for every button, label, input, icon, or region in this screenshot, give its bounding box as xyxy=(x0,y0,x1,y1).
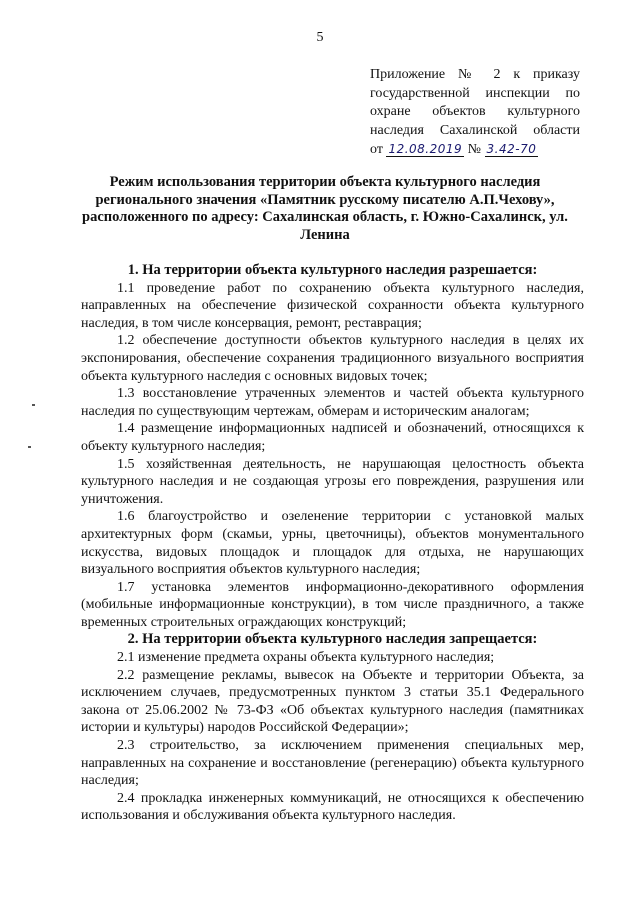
appendix-line: Приложение № 2 к приказу xyxy=(370,67,580,82)
handwritten-number: 3.42-70 xyxy=(486,142,537,156)
list-item: 1.7 установка элементов информационно-декоративного оформления (мобильные информационные конструкции), в том числе праздничного, а также временных строительных ограждающих конструкций; xyxy=(81,579,584,630)
section-2-heading: 2. На территории объекта культурного наследия запрещается: xyxy=(127,631,538,648)
list-item: 1.5 хозяйственная деятельность, не нарушающая целостность объекта культурного наследия и не создающая угрозы его повреждения, разрушения или уничтожения. xyxy=(81,456,584,507)
appendix-order-line xyxy=(370,140,580,159)
list-item: 2.1 изменение предмета охраны объекта культурного наследия; xyxy=(117,650,495,666)
list-item: 1.1 проведение работ по сохранению объекта культурного наследия, направленных на обеспечение физической сохранности объекта культурного наследия, в том числе консервация, ремонт, реставрация; xyxy=(81,280,584,331)
scan-speck xyxy=(28,446,31,448)
appendix-block xyxy=(370,66,580,159)
list-item: 2.4 прокладка инженерных коммуникаций, не относящихся к обеспечению использования и обслуживания объекта культурного наследия. xyxy=(81,790,584,824)
list-item: 2.2 размещение рекламы, вывесок на Объекте и территории Объекта, за исключением случаев, предусмотренных пунктом 3 статьи 35.1 Федерального закона от 25.06.2002 № 73-ФЗ «Об объектах культурного наследия (памятниках истории и культуры) народов Российской Федерации»; xyxy=(81,667,584,736)
handwritten-date: 12.08.2019 xyxy=(388,142,463,156)
list-item: 1.6 благоустройство и озеленение территории с установкой малых архитектурных форм (скамьи, урны, цветочницы), объектов монументального искусства, видовых площадок и площадок для отдыха, не нарушающих визуального восприятия объектов культурного наследия; xyxy=(81,509,584,578)
appendix-line: охране объектов культурного xyxy=(370,104,580,119)
appendix-line: государственной инспекции по xyxy=(370,85,580,101)
document-title: Режим использования территории объекта культурного наследия регионального значения «Памятник русскому писателю А.П.Чехову», расположенного по адресу: Сахалинская область, г. Южно-Сахалинск, ул. Ленина xyxy=(82,174,568,243)
from-label: от xyxy=(370,142,383,157)
list-item: 1.3 восстановление утраченных элементов и частей объекта культурного наследия по существующим чертежам, обмерам и историческим аналогам; xyxy=(81,386,584,419)
number-label: № xyxy=(467,142,482,157)
list-item: 1.4 размещение информационных надписей и обозначений, относящихся к объекту культурного наследия; xyxy=(81,421,584,454)
appendix-line: наследия Сахалинской области xyxy=(370,122,580,138)
list-item: 2.3 строительство, за исключением применения специальных мер, направленных на сохранение и восстановление (регенерацию) объекта культурного наследия; xyxy=(81,738,584,789)
section-1-heading: 1. На территории объекта культурного наследия разрешается: xyxy=(127,262,538,278)
document-body xyxy=(81,262,584,825)
scan-speck xyxy=(32,404,35,406)
page-number: 5 xyxy=(316,30,324,45)
list-item: 1.2 обеспечение доступности объектов культурного наследия в целях их экспонирования, обеспечение сохранения традиционного визуального восприятия объекта культурного наследия с основных видовых точек; xyxy=(81,333,584,384)
